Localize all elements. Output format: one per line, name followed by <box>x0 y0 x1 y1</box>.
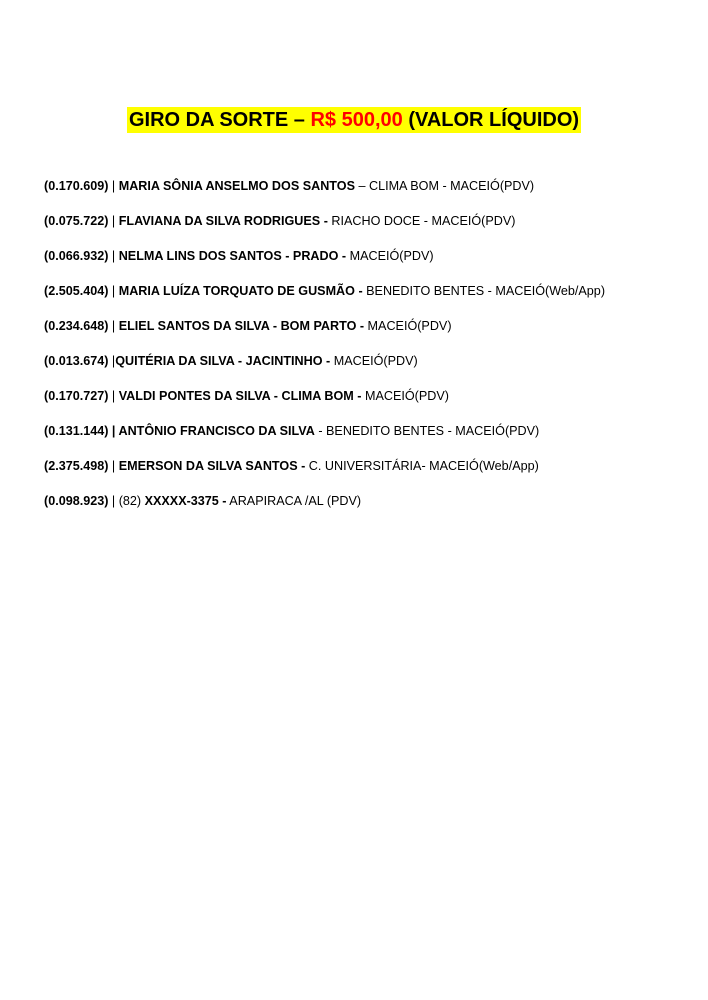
winner-text-segment: | <box>108 284 119 298</box>
winner-text-segment: – CLIMA BOM - MACEIÓ(PDV) <box>354 179 535 193</box>
winner-row <box>44 458 694 493</box>
winner-row <box>44 353 694 388</box>
winner-text-segment: EMERSON DA SILVA SANTOS - <box>118 459 306 473</box>
winner-text-segment: (0.013.674) <box>44 354 109 368</box>
winner-text-segment: MACEIÓ(PDV) <box>330 354 418 368</box>
winner-text-segment: MARIA LUÍZA TORQUATO DE GUSMÃO - <box>118 284 363 298</box>
winner-text-segment: | <box>108 459 119 473</box>
winner-text-segment: (0.170.727) <box>44 389 109 403</box>
winner-text-segment: BENEDITO BENTES - MACEIÓ(Web/App) <box>362 284 606 298</box>
winner-text-segment: | <box>108 389 119 403</box>
title-container <box>0 107 708 133</box>
winner-text-segment: MACEIÓ(PDV) <box>361 389 449 403</box>
winner-text-segment: NELMA LINS DOS SANTOS - PRADO - <box>118 249 347 263</box>
winner-text-segment: - BENEDITO BENTES - MACEIÓ(PDV) <box>314 424 540 438</box>
winner-text-segment: | <box>108 249 119 263</box>
winner-text-segment: (0.170.609) <box>44 179 109 193</box>
winner-text-segment: | <box>108 319 119 333</box>
winner-text-segment: (0.066.932) <box>44 249 109 263</box>
winner-row <box>44 178 694 213</box>
winner-text-segment: RIACHO DOCE - MACEIÓ(PDV) <box>327 214 516 228</box>
winner-text-segment: (0.131.144) | ANTÔNIO FRANCISCO DA SILVA <box>44 424 315 438</box>
winner-text-segment: VALDI PONTES DA SILVA - CLIMA BOM - <box>118 389 362 403</box>
winner-text-segment: | <box>108 214 119 228</box>
winner-row <box>44 283 694 318</box>
winner-row <box>44 318 694 353</box>
title-suffix: (VALOR LÍQUIDO) <box>402 109 580 131</box>
winner-text-segment: (0.098.923) <box>44 494 109 508</box>
winner-text-segment: MACEIÓ(PDV) <box>364 319 452 333</box>
page-title <box>127 107 581 133</box>
winner-text-segment: QUITÉRIA DA SILVA - JACINTINHO - <box>115 354 331 368</box>
winner-text-segment: C. UNIVERSITÁRIA- MACEIÓ(Web/App) <box>305 459 539 473</box>
winner-text-segment: ELIEL SANTOS DA SILVA - BOM PARTO - <box>118 319 365 333</box>
winner-text-segment: | (82) <box>108 494 145 508</box>
winner-text-segment: (0.075.722) <box>44 214 109 228</box>
winner-row <box>44 493 694 528</box>
title-prefix: GIRO DA SORTE – <box>128 109 311 131</box>
winner-text-segment: | <box>108 354 116 368</box>
winner-row <box>44 388 694 423</box>
winner-text-segment: (2.505.404) <box>44 284 109 298</box>
winner-text-segment: (2.375.498) <box>44 459 109 473</box>
winners-list <box>44 178 694 528</box>
winner-text-segment: | <box>108 179 119 193</box>
winner-text-segment: MARIA SÔNIA ANSELMO DOS SANTOS <box>118 179 355 193</box>
winner-row <box>44 423 694 458</box>
winner-text-segment: (0.234.648) <box>44 319 109 333</box>
winner-text-segment: ARAPIRACA /AL (PDV) <box>226 494 362 508</box>
title-amount: R$ 500,00 <box>310 109 403 131</box>
winner-text-segment: XXXXX-3375 - <box>144 494 227 508</box>
winner-text-segment: FLAVIANA DA SILVA RODRIGUES - <box>118 214 328 228</box>
winner-row <box>44 213 694 248</box>
winner-row <box>44 248 694 283</box>
winner-text-segment: MACEIÓ(PDV) <box>346 249 434 263</box>
